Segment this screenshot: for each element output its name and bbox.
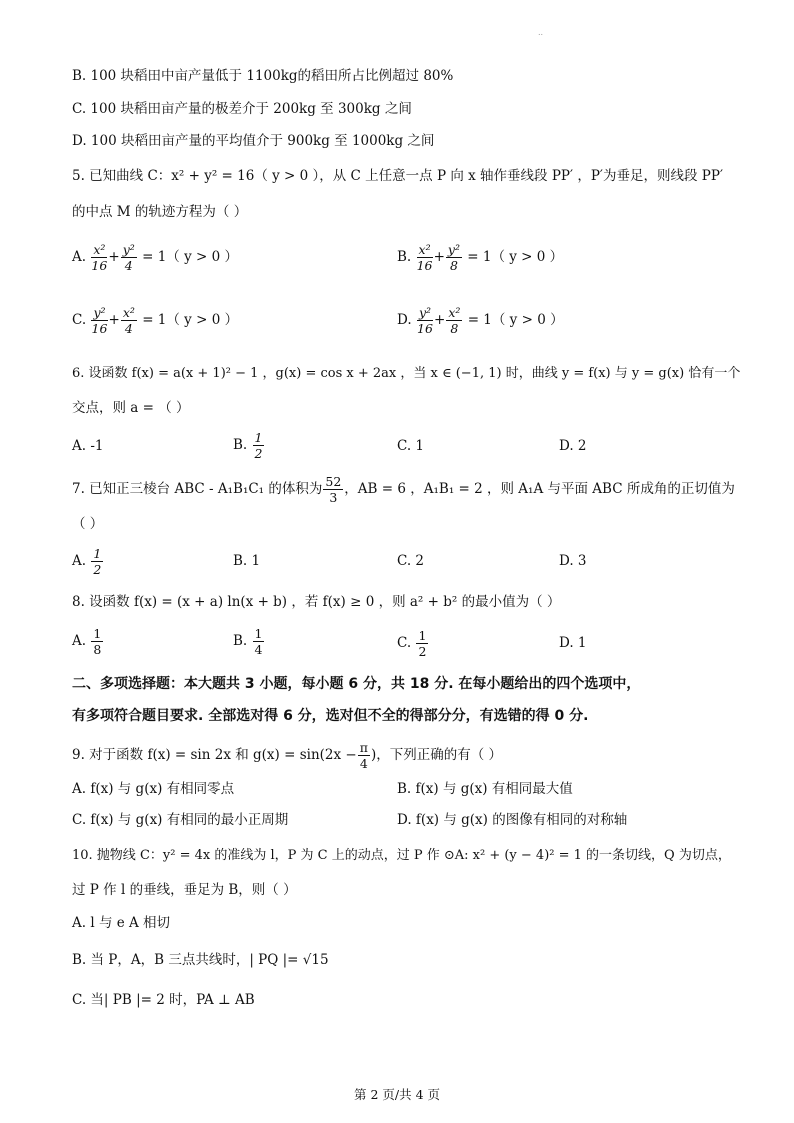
q10-stem-line2: 过 P 作 l 的垂线，垂足为 B，则（ ） <box>72 882 297 898</box>
q5-option-c: C. $\frac{\text{y²}}{16}$ + $\frac{\text{x²}}{4}$ = 1（ y > 0 ） <box>72 305 239 336</box>
q9-option-a: A. f(x) 与 g(x) 有相同零点 <box>72 781 235 797</box>
q5-stem-line1: 5. 已知曲线 C：x² + y² = 16（ y > 0 ），从 C 上任意一点 P 向 x 轴作垂线段 PP′ ，P′为垂足，则线段 PP′ <box>72 168 724 184</box>
q4-option-b: B. 100 块稻田中亩产量低于 1100kg的稻田所占比例超过 80% <box>72 68 454 84</box>
q10-option-b: B. 当 P，A，B 三点共线时，| PQ |= √15 <box>72 952 329 968</box>
q10-option-c: C. 当| PB |= 2 时，PA ⊥ AB <box>72 992 255 1008</box>
q6-stem-line2: 交点，则 a = （ ） <box>72 400 190 416</box>
q8-option-b: B. $\frac{1}{4}$ <box>233 626 263 657</box>
q5-option-a: A. $\frac{\text{x²}}{16}$ + $\frac{\text{y²}}{4}$ = 1（ y > 0 ） <box>72 242 238 273</box>
q7-option-c: C. 2 <box>397 553 425 569</box>
q6-option-a: A. -1 <box>72 438 104 454</box>
q10-stem-line1: 10. 抛物线 C：y² = 4x 的准线为 l，P 为 C 上的动点，过 P 作 ⊙A: x² + (y − 4)² = 1 的一条切线，Q 为切点， <box>72 848 731 863</box>
q5-stem-line2: 的中点 M 的轨迹方程为（ ） <box>72 204 248 220</box>
q8-option-c: C. $\frac{1}{2}$ <box>397 628 427 659</box>
q4-option-c: C. 100 块稻田亩产量的极差介于 200kg 至 300kg 之间 <box>72 101 412 117</box>
q9-stem: 9. 对于函数 f(x) = sin 2x 和 g(x) = sin(2x − $\frac{\pi}{4}$ )，下列正确的有（ ） <box>72 740 502 771</box>
q7-stem-line1: 7. 已知正三棱台 ABC - A₁B₁C₁ 的体积为 $\frac{52}{3}$ ，AB = 6 ，A₁B₁ = 2 ，则 A₁A 与平面 ABC 所成角的正切值为 <box>72 474 735 505</box>
q9-option-c: C. f(x) 与 g(x) 有相同的最小正周期 <box>72 812 289 828</box>
q7-option-d: D. 3 <box>559 553 587 569</box>
q7-option-a: A. $\frac{1}{2}$ <box>72 546 102 577</box>
q6-option-b: B. $\frac{1}{2}$ <box>233 430 263 461</box>
section2-heading-line2: 有多项符合题目要求. 全部选对得 6 分，选对但不全的得部分分，有选错的得 0 分. <box>72 708 589 724</box>
header-mark: .. <box>538 28 544 37</box>
q7-option-b: B. 1 <box>233 553 261 569</box>
q4-option-d: D. 100 块稻田亩产量的平均值介于 900kg 至 1000kg 之间 <box>72 133 435 149</box>
q6-stem-line1: 6. 设函数 f(x) = a(x + 1)² − 1 ，g(x) = cos x + 2ax ，当 x ∈ (−1, 1) 时，曲线 y = f(x) 与 y = g(x) 恰有一个 <box>72 366 741 381</box>
q5-option-d: D. $\frac{\text{y²}}{16}$ + $\frac{\text{x²}}{8}$ = 1（ y > 0 ） <box>397 305 564 336</box>
q5-option-b: B. $\frac{\text{x²}}{16}$ + $\frac{\text{y²}}{8}$ = 1（ y > 0 ） <box>397 242 564 273</box>
q8-option-a: A. $\frac{1}{8}$ <box>72 626 102 657</box>
q7-stem-line2: （ ） <box>72 516 104 532</box>
q8-option-d: D. 1 <box>559 635 587 651</box>
q9-option-d: D. f(x) 与 g(x) 的图像有相同的对称轴 <box>397 812 628 828</box>
section2-heading-line1: 二、多项选择题：本大题共 3 小题，每小题 6 分，共 18 分. 在每小题给出的四个选项中， <box>72 676 641 692</box>
q8-stem: 8. 设函数 f(x) = (x + a) ln(x + b) ，若 f(x) ≥ 0 ，则 a² + b² 的最小值为（ ） <box>72 594 561 610</box>
q9-option-b: B. f(x) 与 g(x) 有相同最大值 <box>397 781 573 797</box>
page-footer: 第 2 页/共 4 页 <box>353 1087 440 1102</box>
q6-option-d: D. 2 <box>559 438 587 454</box>
q10-option-a: A. l 与 e A 相切 <box>72 915 171 931</box>
q6-option-c: C. 1 <box>397 438 425 454</box>
